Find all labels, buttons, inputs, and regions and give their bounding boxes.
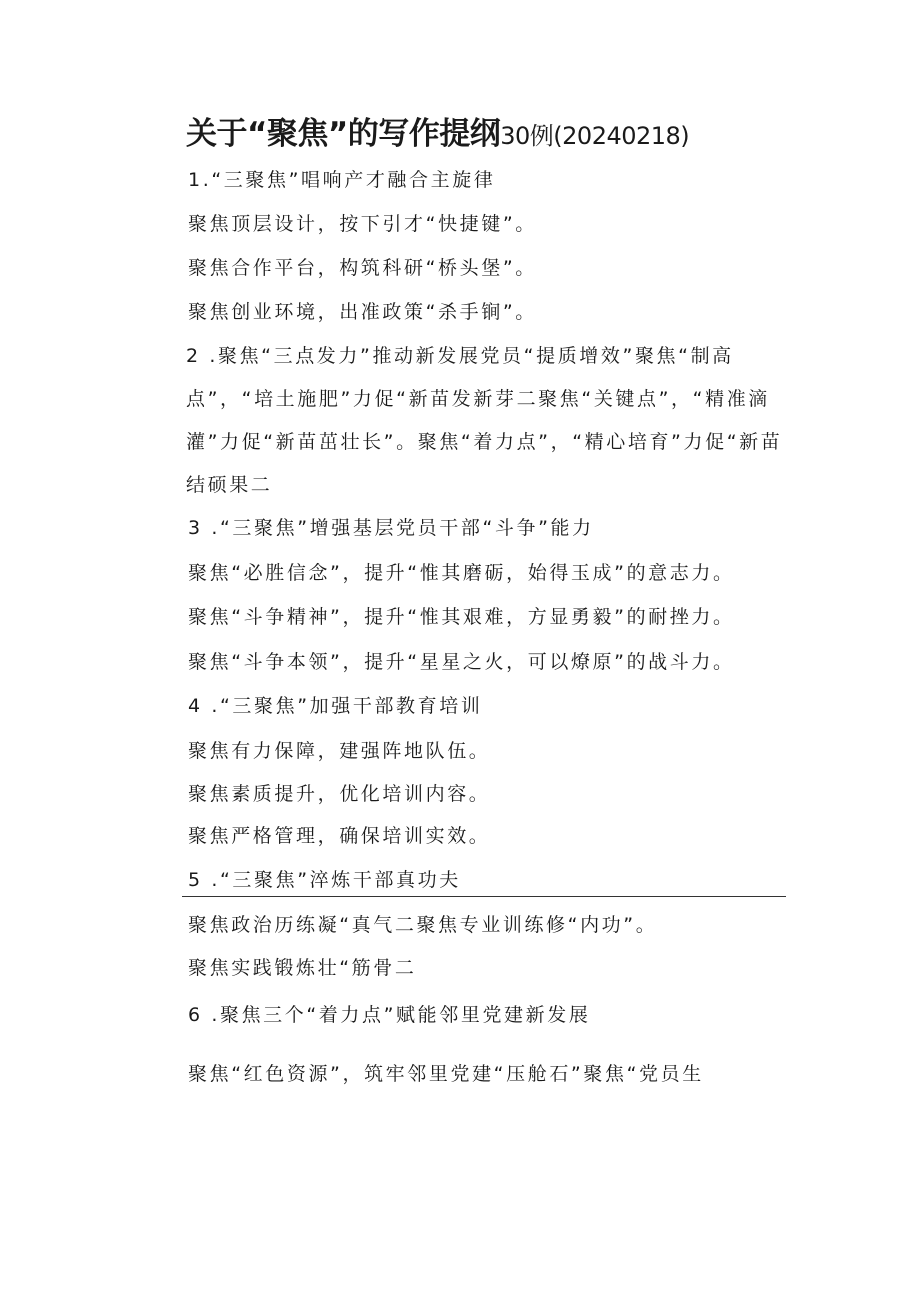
heading-5: 5 .“三聚焦”淬炼干部真功夫 — [188, 869, 461, 891]
paragraph-line: 聚焦创业环境，出准政策“杀手锏”。 — [188, 301, 537, 323]
paragraph-line: 聚焦“红色资源”，筑牢邻里党建“压舱石”聚焦“党员生 — [188, 1063, 704, 1085]
paragraph-line: 聚焦素质提升，优化培训内容。 — [188, 783, 491, 805]
paragraph-line: 聚焦政治历练凝“真气二聚焦专业训练修“内功”。 — [188, 914, 658, 936]
paragraph-line: 聚焦“斗争本领”，提升“星星之火，可以燎原”的战斗力。 — [188, 651, 735, 673]
heading-2-paragraph: 2 .聚焦“三点发力”推动新发展党员“提质增效”聚焦“制高点”，“培土施肥”力促“新苗发新芽二聚焦“关键点”，“精准滴灌”力促“新苗茁壮长”。聚焦“着力点”，“精心培育”力促“新苗结硕果二 — [186, 345, 783, 496]
heading-3: 3 .“三聚焦”增强基层党员干部“斗争”能力 — [188, 517, 594, 539]
title-suffix: 30例(20240218) — [500, 122, 690, 150]
paragraph-line: 聚焦“斗争精神”，提升“惟其艰难，方显勇毅”的耐挫力。 — [188, 606, 735, 628]
paragraph-line: 聚焦有力保障，建强阵地队伍。 — [188, 740, 491, 762]
heading-1: 1.“三聚焦”唱响产才融合主旋律 — [188, 169, 496, 191]
paragraph-line: 聚焦严格管理，确保培训实效。 — [188, 825, 491, 847]
paragraph-line: 聚焦顶层设计，按下引才“快捷键”。 — [188, 213, 537, 235]
document-title — [186, 112, 689, 158]
heading-4: 4 .“三聚焦”加强干部教育培训 — [188, 695, 483, 717]
heading-6: 6 .聚焦三个“着力点”赋能邻里党建新发展 — [188, 1004, 591, 1026]
paragraph-line: 聚焦实践锻炼壮“筋骨二 — [188, 957, 417, 979]
paragraph-line: 聚焦合作平台，构筑科研“桥头堡”。 — [188, 257, 537, 279]
paragraph-line: 聚焦“必胜信念”，提升“惟其磨砺，始得玉成”的意志力。 — [188, 562, 735, 584]
title-main: 关于“聚焦”的写作提纲 — [186, 116, 501, 152]
horizontal-rule — [182, 896, 786, 897]
